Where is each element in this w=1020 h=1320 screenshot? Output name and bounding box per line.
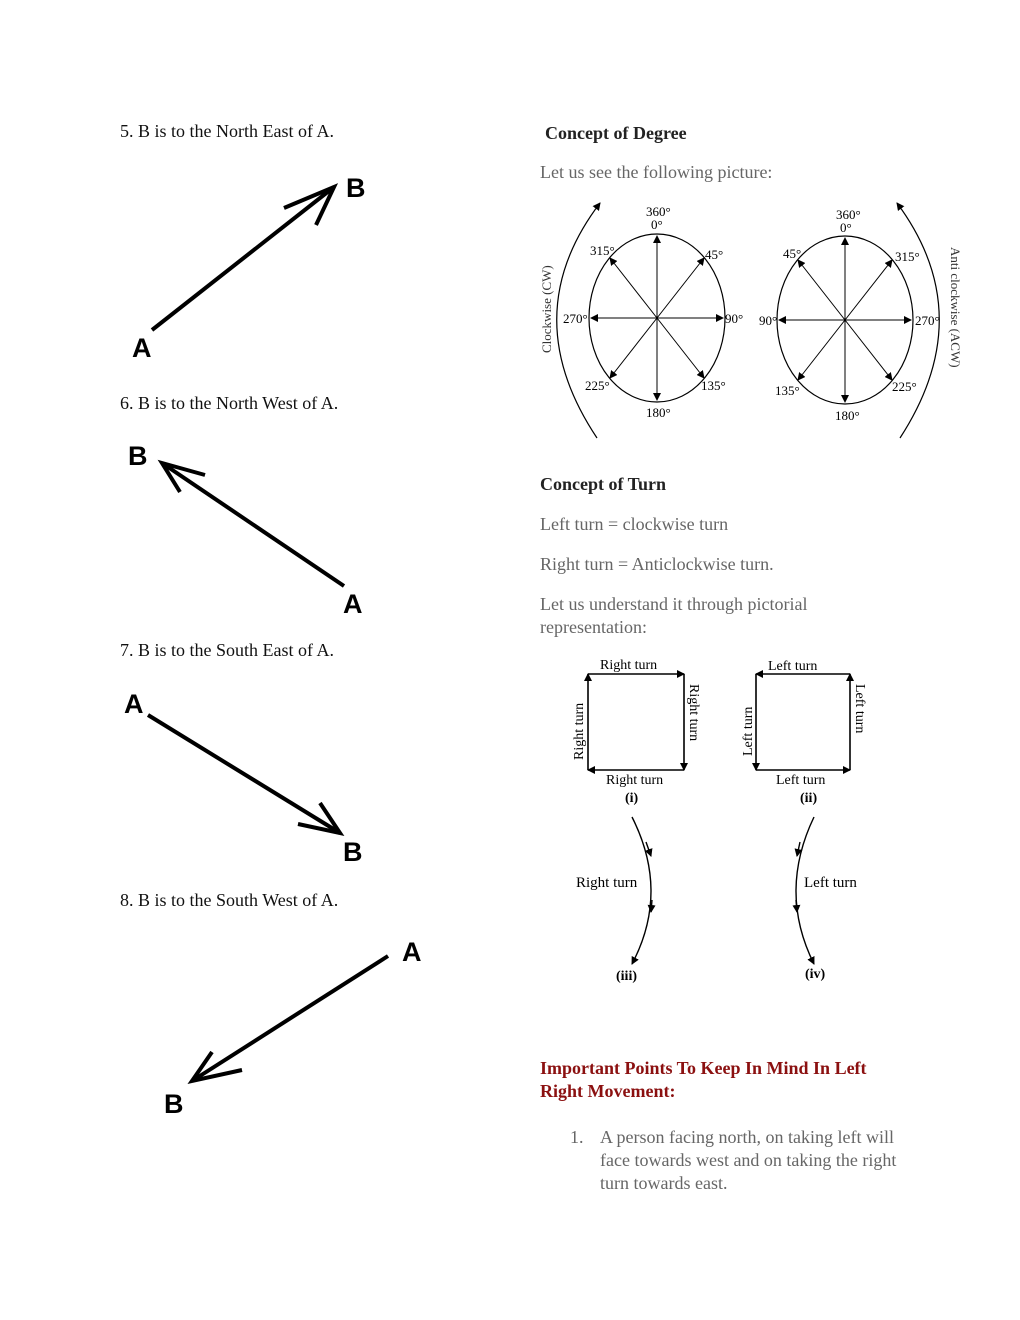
cw-90-label: 90° <box>725 311 744 326</box>
northwest-arrow-shaft <box>162 463 344 586</box>
item-8-caption <box>120 890 338 911</box>
item-6-label-a: A <box>343 589 363 619</box>
degree-compass-figure <box>535 195 975 445</box>
item-8-number: 8. <box>120 890 134 910</box>
northeast-arrow-shaft <box>152 187 334 330</box>
figure-iv-label: (iv) <box>805 967 826 982</box>
item-6-number: 6. <box>120 393 134 413</box>
item-6-label-b: B <box>128 441 148 471</box>
southwest-arrow-shaft <box>192 956 388 1081</box>
item-5-label-a: A <box>132 333 152 363</box>
cw-225-label: 225° <box>585 378 610 393</box>
point-1-text: A person facing north, on taking left will face towards west and on taking the right turn towards east. <box>600 1127 897 1193</box>
acw-135-label: 135° <box>775 383 800 398</box>
item-5-label-b: B <box>346 173 366 203</box>
item-5-text: B is to the North East of A. <box>138 121 334 141</box>
right-turn-right-label: Right turn <box>686 684 701 742</box>
left-turn-left-label: Left turn <box>741 706 756 756</box>
anticlockwise-compass <box>759 203 963 438</box>
right-turn-left-label: Right turn <box>572 702 587 760</box>
cw-360-label: 360° <box>646 204 671 219</box>
acw-90-label: 90° <box>759 313 778 328</box>
left-turn-right-label: Left turn <box>852 684 867 734</box>
northwest-arrow-diagram <box>120 435 390 625</box>
degree-intro-text: Let us see the following picture: <box>540 162 773 182</box>
important-points-list <box>570 1126 900 1195</box>
cw-135-label: 135° <box>701 378 726 393</box>
item-7-label-a: A <box>124 689 144 719</box>
point-1-number: 1. <box>570 1127 584 1147</box>
item-8-label-a: A <box>402 937 422 967</box>
left-turn-bottom-label: Left turn <box>776 773 826 788</box>
anticlockwise-side-label: Anti clockwise (ACW) <box>948 247 963 368</box>
item-7-text: B is to the South East of A. <box>138 640 335 660</box>
figure-ii-label: (ii) <box>800 791 818 806</box>
important-point-1 <box>570 1126 900 1195</box>
figure-i-label: (i) <box>625 791 639 806</box>
southeast-arrow-shaft <box>148 715 340 833</box>
acw-180-label: 180° <box>835 408 860 423</box>
item-7-caption <box>120 640 334 661</box>
item-8-text: B is to the South West of A. <box>138 890 339 910</box>
right-turn-curve <box>576 817 652 984</box>
turn-figure <box>560 652 900 992</box>
northeast-arrow-diagram <box>120 170 390 370</box>
southeast-arrow-diagram <box>120 685 390 875</box>
item-8-label-b: B <box>164 1089 184 1119</box>
item-6-text: B is to the North West of A. <box>138 393 339 413</box>
turn-line-1: Left turn = clockwise turn <box>540 514 729 534</box>
cw-270-label: 270° <box>563 311 588 326</box>
acw-225-label: 225° <box>892 379 917 394</box>
left-turn-curve <box>796 817 857 982</box>
item-7-label-b: B <box>343 837 363 867</box>
turn-line-2: Right turn = Anticlockwise turn. <box>540 554 774 574</box>
concept-of-degree-heading: Concept of Degree <box>545 123 687 143</box>
turn-line-3: Let us understand it through pictorial representation: <box>540 594 808 637</box>
acw-315-label: 315° <box>895 249 920 264</box>
right-turn-top-label: Right turn <box>600 658 658 673</box>
acw-360-label: 360° <box>836 207 861 222</box>
right-turn-bottom-label: Right turn <box>606 773 664 788</box>
clockwise-compass <box>539 203 743 438</box>
cw-180-label: 180° <box>646 405 671 420</box>
left-turn-curve-label: Left turn <box>804 875 857 891</box>
clockwise-side-label: Clockwise (CW) <box>539 265 554 353</box>
right-turn-curve-label: Right turn <box>576 875 638 891</box>
left-turn-square <box>756 674 850 770</box>
figure-iii-label: (iii) <box>616 969 637 984</box>
important-points-heading: Important Points To Keep In Mind In Left Right Movement: <box>540 1058 867 1101</box>
concept-of-turn-heading: Concept of Turn <box>540 474 667 494</box>
item-5-caption <box>120 121 334 142</box>
cw-315-label: 315° <box>590 243 615 258</box>
item-6-caption <box>120 393 338 414</box>
item-5-number: 5. <box>120 121 134 141</box>
cw-45-label: 45° <box>705 247 724 262</box>
acw-45-label: 45° <box>783 246 802 261</box>
southwest-arrow-diagram <box>150 935 450 1125</box>
acw-270-label: 270° <box>915 313 940 328</box>
acw-0-label: 0° <box>840 220 852 235</box>
item-7-number: 7. <box>120 640 134 660</box>
cw-0-label: 0° <box>651 217 663 232</box>
right-turn-square <box>588 674 684 770</box>
left-turn-top-label: Left turn <box>768 659 818 674</box>
